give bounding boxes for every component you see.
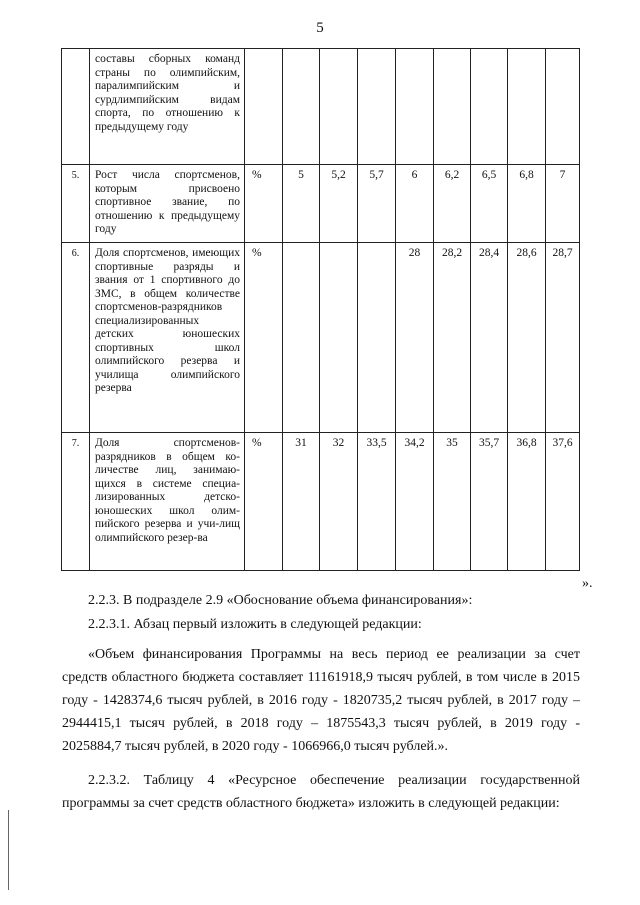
table-row xyxy=(62,165,580,243)
paragraph-2-2-3: 2.2.3. В подразделе 2.9 «Обоснование объема финансирования»: xyxy=(88,593,473,608)
table-row xyxy=(62,433,580,571)
value-cell: 37,6 xyxy=(546,433,580,571)
table-row xyxy=(62,49,580,165)
value-cell: 28,2 xyxy=(434,243,471,433)
unit-cell: % xyxy=(245,165,283,243)
indicator-name-cell: составы сборных команд страны по олимпийским, паралимпийским и сурдлимпийским видам спорта, по отношению к предыдущему году xyxy=(90,49,245,165)
unit-cell: % xyxy=(245,433,283,571)
value-cell xyxy=(320,243,358,433)
value-cell: 6 xyxy=(396,165,434,243)
page-number: 5 xyxy=(316,20,324,36)
unit-cell xyxy=(245,49,283,165)
value-cell: 35,7 xyxy=(471,433,508,571)
indicator-name-cell: Доля спортсменов, имеющих спортивные разряды и звания от 1 спортивного до ЗМС, в общем количестве спортсменов-разрядников специализированных детских юношеских спортивных школ олимпийского резерва и училища олимпийского резерва xyxy=(90,243,245,433)
table-row xyxy=(62,243,580,433)
value-cell xyxy=(358,49,396,165)
value-cell: 6,5 xyxy=(471,165,508,243)
value-cell xyxy=(471,49,508,165)
value-cell: 31 xyxy=(283,433,320,571)
value-cell xyxy=(396,49,434,165)
value-cell: 33,5 xyxy=(358,433,396,571)
paragraph-2-2-3-1: 2.2.3.1. Абзац первый изложить в следующей редакции: xyxy=(88,617,422,632)
value-cell: 28,6 xyxy=(508,243,546,433)
value-cell: 36,8 xyxy=(508,433,546,571)
value-cell: 6,8 xyxy=(508,165,546,243)
indicators-table xyxy=(61,48,580,571)
value-cell: 5,2 xyxy=(320,165,358,243)
row-number-cell xyxy=(62,49,90,165)
value-cell: 5 xyxy=(283,165,320,243)
value-cell: 35 xyxy=(434,433,471,571)
value-cell xyxy=(546,49,580,165)
value-cell xyxy=(358,243,396,433)
row-number-cell: 5. xyxy=(62,165,90,243)
value-cell xyxy=(434,49,471,165)
value-cell: 28,4 xyxy=(471,243,508,433)
value-cell: 28,7 xyxy=(546,243,580,433)
value-cell: 32 xyxy=(320,433,358,571)
closing-quote: ». xyxy=(582,576,593,591)
value-cell: 5,7 xyxy=(358,165,396,243)
value-cell xyxy=(320,49,358,165)
paragraph-2-2-3-2: 2.2.3.2. Таблицу 4 «Ресурсное обеспечение реализации государственной программы за счет средств областного бюджета» изложить в следующей редакции: xyxy=(62,773,580,811)
value-cell xyxy=(283,243,320,433)
value-cell: 6,2 xyxy=(434,165,471,243)
value-cell xyxy=(283,49,320,165)
value-cell: 28 xyxy=(396,243,434,433)
indicator-name-cell: Рост числа спортсменов, которым присвоено спортивное звание, по отношению к предыдущему году xyxy=(90,165,245,243)
paragraph-financing-quote: «Объем финансирования Программы на весь период ее реализации за счет средств областного бюджета составляет 11161918,9 тысяч рублей, в том числе в 2015 году - 1428374,6 тысяч рублей, в 2016 году - 1820735,2 тысяч рублей, в 2017 году – 2944415,1 тысяч рублей, в 2018 году – 1875543,3 тысяч рублей, в 2019 году - 2025884,7 тысяч рублей, в 2020 году - 1066966,0 тысяч рублей.». xyxy=(62,647,580,754)
row-number-cell: 6. xyxy=(62,243,90,433)
unit-cell: % xyxy=(245,243,283,433)
value-cell: 7 xyxy=(546,165,580,243)
indicator-name-cell: Доля спортсменов-разрядников в общем ко-личестве лиц, занимаю-щихся в системе специа-лизированных детско-юношеских школ олим-пийского резерва и учи-лищ олимпийского резер-ва xyxy=(90,433,245,571)
value-cell: 34,2 xyxy=(396,433,434,571)
value-cell xyxy=(508,49,546,165)
row-number-cell: 7. xyxy=(62,433,90,571)
margin-line xyxy=(8,810,9,890)
